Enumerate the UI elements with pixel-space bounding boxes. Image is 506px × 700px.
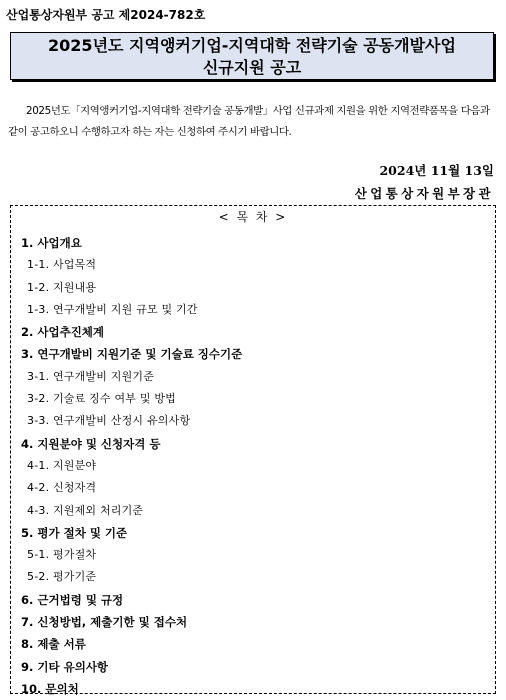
toc-item: 1-3. 연구개발비 지원 규모 및 기간	[27, 302, 198, 316]
announcement-date: 2024년 11월 13일	[379, 163, 494, 178]
toc-item: 10. 문의처	[21, 681, 79, 696]
title-line-2: 신규지원 공고	[202, 58, 302, 77]
notice-number: 산업통상자원부 공고 제2024-782호	[6, 8, 206, 22]
toc-list	[21, 232, 242, 700]
toc-item: 1-1. 사업목적	[27, 258, 97, 272]
toc-item: 7. 신청방법, 제출기한 및 접수처	[21, 615, 188, 630]
toc-item: 3-3. 연구개발비 산정시 유의사항	[27, 414, 191, 428]
toc-item: 3. 연구개발비 지원기준 및 기술료 징수기준	[21, 347, 243, 362]
toc-item: 9. 기타 유의사항	[21, 659, 109, 674]
toc-item: 1-2. 지원내용	[27, 280, 97, 294]
toc-item: 1. 사업개요	[21, 236, 82, 250]
intro-paragraph: 2025년도「지역앵커기업-지역대학 전략기술 공동개발」사업 신규과제 지원을 위한 지역전략품목을 다음과 같이 공고하오니 수행하고자 하는 자는 신청하여 주시기 바랍니다.	[8, 105, 490, 138]
toc-item: 4-2. 신청자격	[27, 481, 97, 495]
toc-item: 3-1. 연구개발비 지원기준	[27, 369, 155, 383]
toc-item: 2. 사업추진체계	[21, 325, 105, 340]
issuer-name: 산업통상자원부장관	[354, 186, 494, 201]
toc-item: 4-1. 지원분야	[27, 458, 97, 472]
table-of-contents	[10, 205, 496, 694]
toc-item: 5. 평가 절차 및 기준	[21, 525, 128, 540]
toc-item: 5-2. 평가기준	[27, 570, 97, 584]
toc-item: 6. 근거법령 및 규정	[21, 592, 124, 607]
toc-item: 4. 지원분야 및 신청자격 등	[21, 436, 161, 451]
title-box	[10, 32, 494, 80]
toc-item: 4-3. 지원제외 처리기준	[27, 503, 144, 517]
toc-item: 5-1. 평가절차	[27, 548, 97, 562]
toc-heading: < 목 차 >	[218, 210, 288, 224]
toc-item: 3-2. 기술료 징수 여부 및 방법	[27, 392, 177, 406]
title-line-1: 2025년도 지역앵커기업-지역대학 전략기술 공동개발사업	[48, 36, 456, 55]
toc-item: 8. 제출 서류	[21, 637, 86, 652]
